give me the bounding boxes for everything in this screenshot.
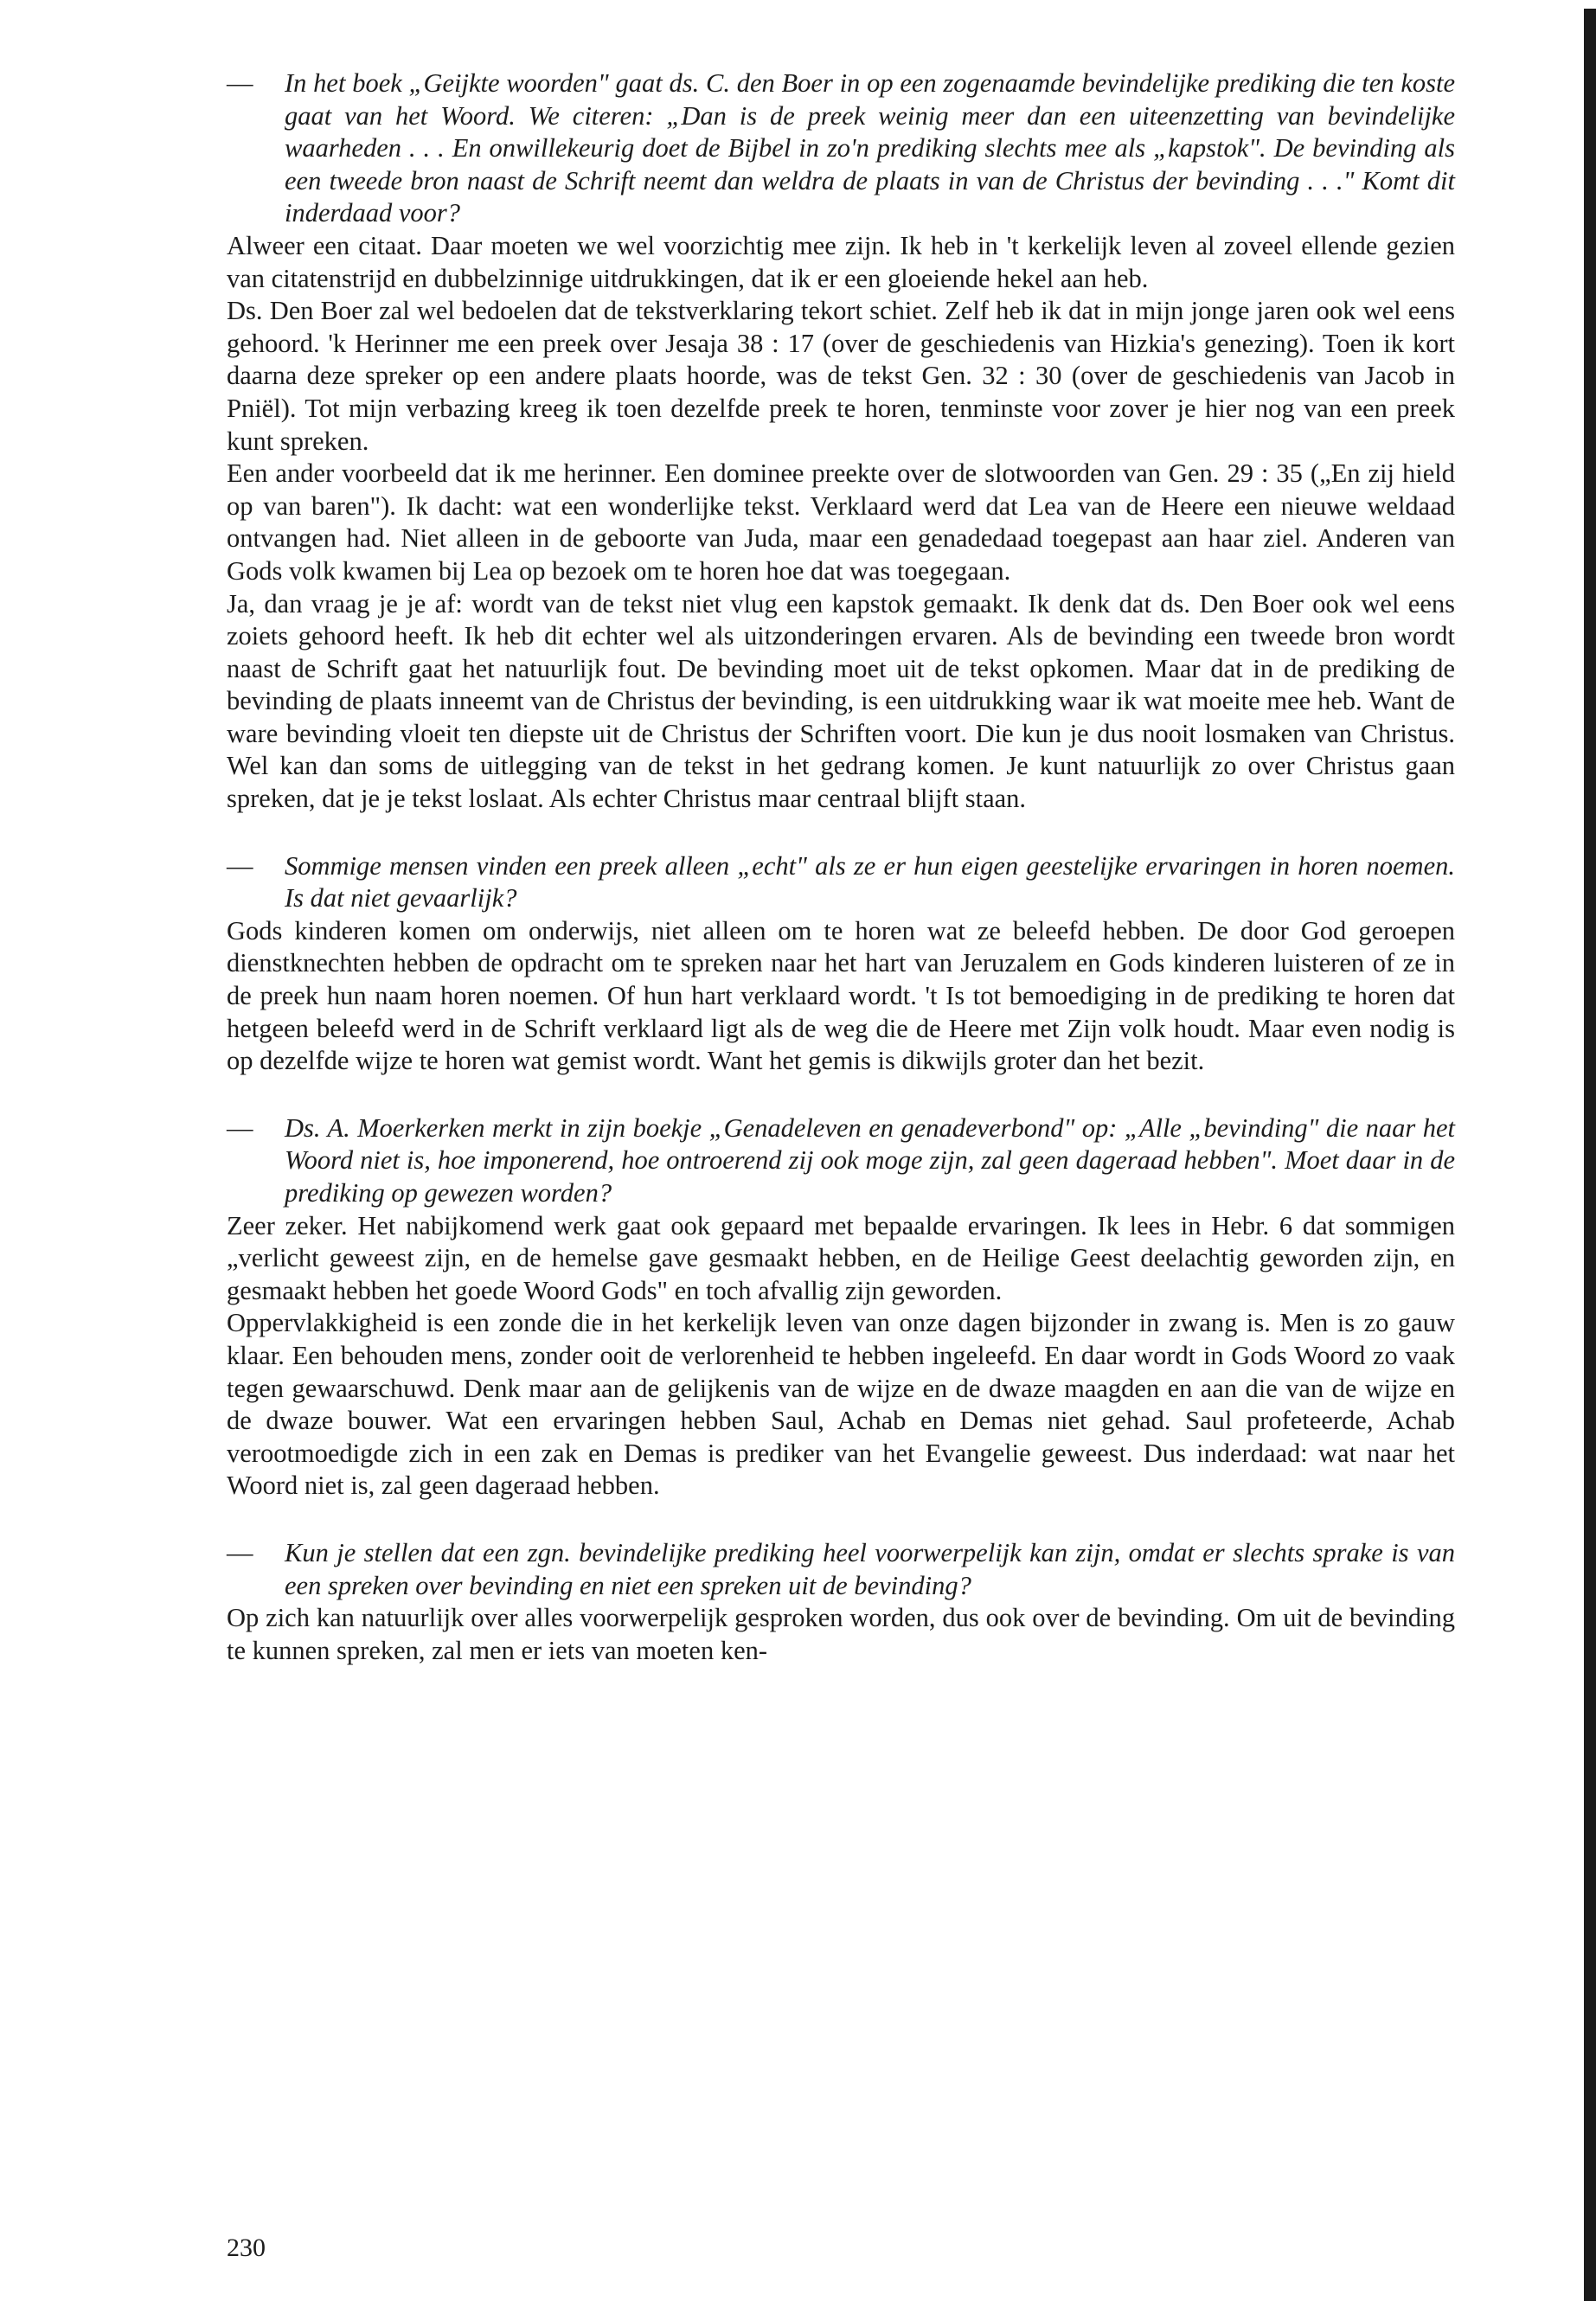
qa-block-2 [227,850,1455,1078]
question-dash: — [227,68,253,98]
qa-block-3 [227,1112,1455,1503]
question-4 [227,1537,1455,1602]
question-text: In het boek „Geijkte woorden" gaat ds. C. den Boer in op een zogenaamde bevindelijke prediking die ten koste gaat van het Woord. We citeren: „Dan is de preek weinig meer dan een uiteenzetting van bevindelijke waarheden . . . En onwillekeurig doet de Bijbel in zo'n prediking slechts mee als „kapstok". De bevinding als een tweede bron naast de Schrift neemt dan weldra de plaats in van de Christus der bevinding . . ." Komt dit inderdaad voor? [285,68,1455,228]
question-text: Ds. A. Moerkerken merkt in zijn boekje „Genadeleven en genadeverbond" op: „Alle „bevinding" die naar het Woord niet is, hoe imponerend, hoe ontroerend zij ook moge zijn, zal geen dageraad hebben". Moet daar in de prediking op gewezen worden? [285,1112,1455,1208]
qa-block-1 [227,67,1455,816]
document-page [227,67,1455,1702]
answer-paragraph: Zeer zeker. Het nabijkomend werk gaat ook gepaard met bepaalde ervaringen. Ik lees in Hebr. 6 dat sommigen „verlicht geweest zijn, en de hemelse gave gesmaakt hebben, en de Heilige Geest deelachtig geworden zijn, en gesmaakt hebben het goede Woord Gods" en toch afvallig zijn geworden. [227,1210,1455,1305]
question-text: Kun je stellen dat een zgn. bevindelijke prediking heel voorwerpelijk kan zijn, omdat er slechts sprake is van een spreken over bevinding en niet een spreken uit de bevinding? [285,1537,1455,1600]
question-dash: — [227,1537,253,1567]
answer-paragraph: Oppervlakkigheid is een zonde die in het kerkelijk leven van onze dagen bijzonder in zwang is. Men is zo gauw klaar. Een behouden mens, zonder ooit de verlorenheid te hebben ingeleefd. En daar wordt in Gods Woord zo vaak tegen gewaarschuwd. Denk maar aan de gelijkenis van de wijze en de dwaze maagden en aan die van de wijze en de dwaze bouwer. Wat een ervaringen hebben Saul, Achab en Demas niet gehad. Saul profeteerde, Achab verootmoedigde zich in een zak en Demas is prediker van het Evangelie geweest. Dus inderdaad: wat naar het Woord niet is, zal geen dageraad hebben. [227,1308,1455,1501]
question-1 [227,67,1455,230]
answer-paragraph: Alweer een citaat. Daar moeten we wel voorzichtig mee zijn. Ik heb in 't kerkelijk leven al zoveel ellende gezien van citatenstrijd en dubbelzinnige uitdrukkingen, dat ik er een gloeiende hekel aan heb. [227,230,1455,293]
page-number: 230 [227,2234,266,2262]
answer-paragraph: Ja, dan vraag je je af: wordt van de tekst niet vlug een kapstok gemaakt. Ik denk dat ds. Den Boer ook wel eens zoiets gehoord heeft. Ik heb dit echter wel als uitzonderingen ervaren. Als de bevinding een tweede bron wordt naast de Schrift gaat het natuurlijk fout. De bevinding moet uit de tekst opkomen. Maar dat in de prediking de bevinding de plaats inneemt van de Christus der bevinding, is een uitdrukking waar ik wat moeite mee heb. Want de ware bevinding vloeit ten diepste uit de Christus der Schriften voort. Die kun je dus nooit losmaken van Christus. Wel kan dan soms de uitlegging van de tekst in het gedrang komen. Je kunt natuurlijk zo over Christus gaan spreken, dat je je tekst loslaat. Als echter Christus maar centraal blijft staan. [227,588,1455,814]
question-2 [227,850,1455,915]
answer-paragraph: Op zich kan natuurlijk over alles voorwerpelijk gesproken worden, dus ook over de bevinding. Om uit de bevinding te kunnen spreken, zal men er iets van moeten ken- [227,1603,1455,1665]
qa-block-4 [227,1537,1455,1667]
question-dash: — [227,850,253,881]
question-text: Sommige mensen vinden een preek alleen „echt" als ze er hun eigen geestelijke ervaringen in horen noemen. Is dat niet gevaarlijk? [285,850,1455,913]
question-3 [227,1112,1455,1210]
page-edge-bar [1584,9,1596,2301]
answer-paragraph: Ds. Den Boer zal wel bedoelen dat de tekstverklaring tekort schiet. Zelf heb ik dat in mijn jonge jaren ook wel eens gehoord. 'k Herinner me een preek over Jesaja 38 : 17 (over de geschiedenis van Hizkia's genezing). Toen ik kort daarna deze spreker op een andere plaats hoorde, was de tekst Gen. 32 : 30 (over de geschiedenis van Jacob in Pniël). Tot mijn verbazing kreeg ik toen dezelfde preek te horen, tenminste voor zover je hier nog van een preek kunt spreken. [227,296,1455,456]
question-dash: — [227,1112,253,1143]
answer-paragraph: Gods kinderen komen om onderwijs, niet alleen om te horen wat ze beleefd hebben. De door God geroepen dienstknechten hebben de opdracht om te spreken naar het hart van Jeruzalem en Gods kinderen luisteren of ze in de preek hun naam horen noemen. Of hun hart verklaard wordt. 't Is tot bemoediging in de prediking te horen dat hetgeen beleefd werd in de Schrift verklaard ligt als de weg die de Heere met Zijn volk houdt. Maar even nodig is op dezelfde wijze te horen wat gemist wordt. Want het gemis is dikwijls groter dan het bezit. [227,915,1455,1076]
answer-paragraph: Een ander voorbeeld dat ik me herinner. Een dominee preekte over de slotwoorden van Gen. 29 : 35 („En zij hield op van baren"). Ik dacht: wat een wonderlijke tekst. Verklaard werd dat Lea van de Heere een nieuwe weldaad ontvangen had. Niet alleen in de geboorte van Juda, maar een genadedaad toegepast aan haar ziel. Anderen van Gods volk kwamen bij Lea op bezoek om te horen hoe dat was toegegaan. [227,458,1455,586]
